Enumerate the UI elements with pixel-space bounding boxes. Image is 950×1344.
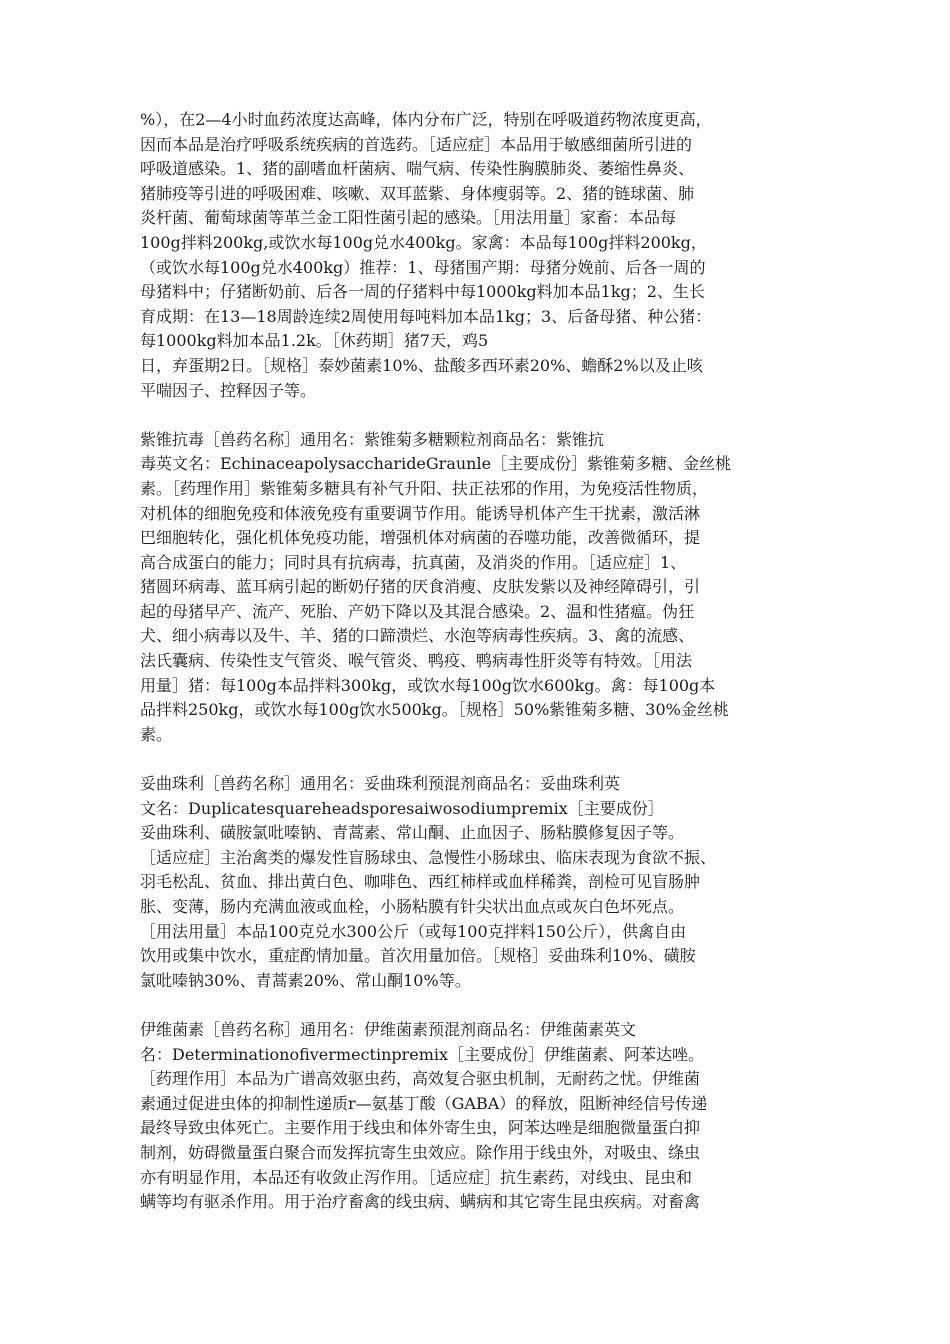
text-line: ［适应症］主治禽类的爆发性盲肠球虫、急慢性小肠球虫、临床表现为食欲不振、 (140, 847, 717, 867)
text-line: 猪圆环病毒、蓝耳病引起的断奶仔猪的厌食消瘦、皮肤发紫以及神经障碍引，引 (140, 577, 701, 597)
text-line: 炎杆菌、葡萄球菌等革兰金工阳性菌引起的感染。［用法用量］家畜：本品每 (140, 208, 677, 228)
paragraph-toltrazuril (140, 772, 830, 993)
text-line: 妥曲珠利［兽药名称］通用名：妥曲珠利预混剂商品名：妥曲珠利英 (140, 774, 621, 794)
text-line: %），在2—4小时血药浓度达高峰，体内分布广泛，特别在呼吸道药物浓度更高， (140, 110, 712, 129)
text-line: 饮用或集中饮水，重症酌情加量。首次用量加倍。［规格］妥曲珠利10%、磺胺 (140, 946, 696, 966)
text-line: 起的母猪早产、流产、死胎、产奶下降以及其混合感染。2、温和性猪瘟。伪狂 (140, 601, 695, 621)
text-line: 用量］猪：每100g本品拌料300kg，或饮水每100g饮水600kg。禽：每100g本 (140, 675, 716, 695)
text-line: 羽毛松乱、贫血、排出黄白色、咖啡色、西红柿样或血样稀粪，剖检可见盲肠肿 (140, 872, 701, 892)
text-line: 对机体的细胞免疫和体液免疫有重要调节作用。能诱导机体产生干扰素，激活淋 (140, 503, 701, 523)
text-line: 育成期：在13—18周龄连续2周使用每吨料加本品1kg；3、后备母猪、种公猪： (140, 306, 712, 326)
text-line: 氯吡嗪钠30%、青蒿素20%、常山酮10%等。 (140, 970, 471, 990)
text-line: 犬、细小病毒以及牛、羊、猪的口蹄溃烂、水泡等病毒性疾病。3、禽的流感、 (140, 626, 695, 646)
text-line: 平喘因子、控释因子等。 (140, 380, 317, 400)
paragraph-echinacea (140, 428, 830, 748)
paragraph-tiamulin-continued (140, 108, 830, 403)
text-line: 伊维菌素［兽药名称］通用名：伊维菌素预混剂商品名：伊维菌素英文 (140, 1019, 637, 1039)
text-line: 素。 (140, 724, 173, 744)
text-line: 素。［药理作用］紫锥菊多糖具有补气升阳、扶正祛邪的作用，为免疫活性物质， (140, 478, 709, 498)
text-line: 毒英文名：EchinaceapolysaccharideGraunle［主要成份］紫锥菊多糖、金丝桃 (140, 454, 732, 474)
text-line: 每1000kg料加本品1.2k。［休药期］猪7天，鸡5 (140, 331, 489, 351)
text-line: 制剂，妨碍微量蛋白聚合而发挥抗寄生虫效应。除作用于线虫外，对吸虫、绦虫 (140, 1142, 701, 1162)
text-line: 亦有明显作用，本品还有收敛止泻作用。［适应症］抗生素药，对线虫、昆虫和 (140, 1167, 693, 1187)
text-line: 紫锥抗毒［兽药名称］通用名：紫锥菊多糖颗粒剂商品名：紫锥抗 (140, 429, 605, 449)
text-line: 文名：Duplicatesquareheadsporesaiwosodiumpremix［主要成份］ (140, 798, 664, 818)
text-line: 素通过促进虫体的抑制性递质r—氨基丁酸（GABA）的释放，阻断神经信号传递 (140, 1093, 708, 1113)
text-line: 品拌料250kg，或饮水每100g饮水500kg。［规格］50%紫锥菊多糖、30%金丝桃 (140, 700, 729, 720)
text-line: 100g拌料200kg,或饮水每100g兑水400kg。家禽：本品每100g拌料200kg， (140, 232, 707, 252)
paragraph-ivermectin (140, 1018, 830, 1215)
text-line: （或饮水每100g兑水400kg）推荐：1、母猪围产期：母猪分娩前、后各一周的 (140, 257, 706, 277)
text-line: 螨等均有驱杀作用。用于治疗畜禽的线虫病、螨病和其它寄生昆虫疾病。对畜禽 (140, 1192, 701, 1212)
text-line: 母猪料中；仔猪断奶前、后各一周的仔猪料中每1000kg料加本品1kg；2、生长 (140, 282, 705, 302)
document-body (140, 108, 830, 1239)
text-line: 高合成蛋白的能力；同时具有抗病毒，抗真菌，及消炎的作用。［适应症］1、 (140, 552, 687, 572)
text-line: 猪肺疫等引进的呼吸困难、咳嗽、双耳蓝紫、身体瘦弱等。2、猪的链球菌、肺 (140, 183, 695, 203)
text-line: 呼吸道感染。1、猪的副嗜血杆菌病、喘气病、传染性胸膜肺炎、萎缩性鼻炎、 (140, 159, 695, 179)
text-line: ［药理作用］本品为广谱高效驱虫药，高效复合驱虫机制，无耐药之忧。伊维菌 (140, 1069, 701, 1089)
text-line: 法氏囊病、传染性支气管炎、喉气管炎、鸭疫、鸭病毒性肝炎等有特效。［用法 (140, 651, 693, 671)
text-line: 妥曲珠利、磺胺氯吡嗪钠、青蒿素、常山酮、止血因子、肠粘膜修复因子等。 (140, 823, 685, 843)
text-line: 因而本品是治疗呼吸系统疾病的首选药。［适应症］本品用于敏感细菌所引进的 (140, 134, 693, 154)
text-line: 胀、变薄，肠内充满血液或血栓，小肠粘膜有针尖状出血点或灰白色坏死点。 (140, 897, 685, 916)
text-line: 名：Determinationofivermectinpremix［主要成份］伊维菌素、阿苯达唑。 (140, 1044, 705, 1064)
text-line: 最终导致虫体死亡。主要作用于线虫和体外寄生虫，阿苯达唑是细胞微量蛋白抑 (140, 1118, 701, 1138)
text-line: 日，弃蛋期2日。［规格］泰妙菌素10%、盐酸多西环素20%、蟾酥2%以及止咳 (140, 355, 703, 375)
text-line: 巴细胞转化，强化机体免疫功能，增强机体对病菌的吞噬功能，改善微循环，提 (140, 528, 701, 548)
text-line: ［用法用量］本品100克兑水300公斤（或每100克拌料150公斤），供禽自由 (140, 921, 687, 941)
